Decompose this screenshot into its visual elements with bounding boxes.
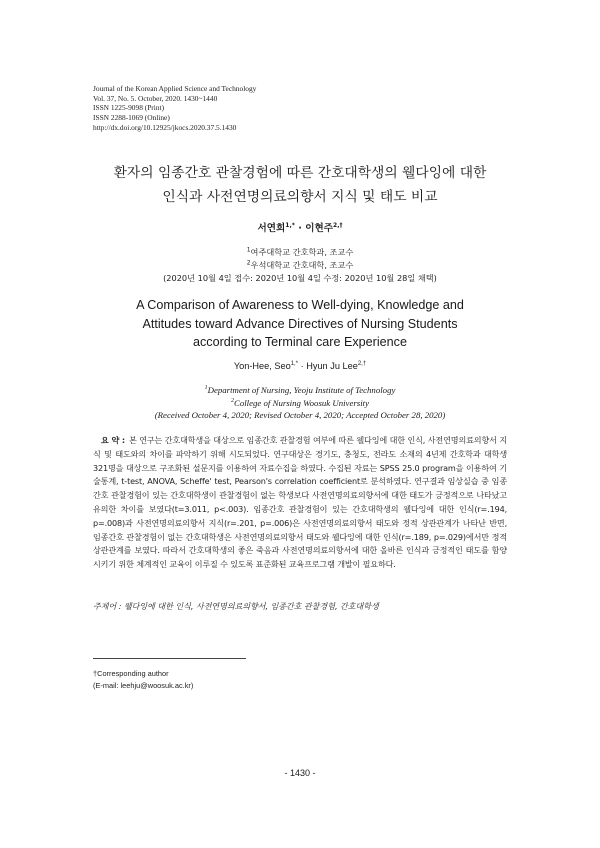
english-author-1-mark: 1,* xyxy=(290,360,299,367)
page-number: - 1430 - xyxy=(284,768,316,778)
keywords: 주제어 : 웰다잉에 대한 인식, 사전연명의료의향서, 임종간호 관찰경험, 간호대학생 xyxy=(93,602,379,611)
english-affiliation-2 xyxy=(0,397,600,410)
english-authors xyxy=(0,361,600,371)
korean-affiliation-2 xyxy=(0,259,600,272)
journal-header xyxy=(93,84,256,133)
korean-authors xyxy=(0,220,600,234)
corresponding-email: (E-mail: leehju@woosuk.ac.kr) xyxy=(93,680,194,690)
corresponding-author: †Corresponding author xyxy=(93,669,169,678)
journal-name: Journal of the Korean Applied Science and Technology xyxy=(93,84,257,93)
english-aff1-mark: 1 xyxy=(204,385,208,392)
english-aff1-text: Department of Nursing, Yeoju Institute of Technology xyxy=(207,385,396,395)
english-title xyxy=(0,296,600,352)
english-title-line-1: A Comparison of Awareness to Well-dying, Knowledge and xyxy=(136,298,464,312)
english-title-line-2: Attitudes toward Advance Directives of Nursing Students xyxy=(142,316,458,331)
english-dates: (Received October 4, 2020; Revised October 4, 2020; Accepted October 28, 2020) xyxy=(154,410,446,420)
journal-issn-online: ISSN 2288-1069 (Online) xyxy=(93,113,170,123)
footnote xyxy=(93,668,193,691)
english-author-1: Yon-Hee, Seo xyxy=(233,361,291,371)
english-author-separator: · xyxy=(298,361,307,371)
english-title-line-3: according to Terminal care Experience xyxy=(193,335,407,349)
korean-affiliations xyxy=(0,246,600,285)
english-aff2-text: College of Nursing Woosuk University xyxy=(233,397,370,408)
english-author-2-mark: 2,† xyxy=(357,360,367,367)
author-separator: · xyxy=(294,223,306,234)
korean-title-line-1: 환자의 임종간호 관찰경험에 따른 간호대학생의 웰다잉에 대한 xyxy=(113,165,487,181)
journal-issn-print: ISSN 1225-9098 (Print) xyxy=(93,103,165,113)
korean-author-1: 서연희 xyxy=(257,223,286,234)
korean-author-2-mark: 2,† xyxy=(333,221,343,229)
english-affiliations xyxy=(0,384,600,422)
korean-aff2-text: 우석대학교 간호대학, 조교수 xyxy=(250,260,354,270)
english-aff2-mark: 2 xyxy=(230,397,234,404)
english-affiliation-1 xyxy=(0,384,600,397)
korean-aff1-mark: 1 xyxy=(246,246,251,254)
korean-dates: (2020년 10월 4일 접수: 2020년 10월 4일 수정: 2020년 10월 28일 채택) xyxy=(163,273,437,283)
english-author-2: Hyun Ju Lee xyxy=(306,361,358,371)
journal-doi[interactable]: http://dx.doi.org/10.12925/jkocs.2020.37.5.1430 xyxy=(93,122,237,132)
korean-aff2-mark: 2 xyxy=(246,259,251,267)
korean-title-line-2: 인식과 사전연명의료의향서 지식 및 태도 비교 xyxy=(162,189,438,205)
korean-affiliation-1 xyxy=(0,246,600,259)
abstract-label: 요 약 : xyxy=(101,435,125,445)
footnote-divider xyxy=(93,658,246,659)
journal-volume: Vol. 37, No. 5. October, 2020. 1430~1440 xyxy=(93,93,218,103)
korean-author-2: 이현주 xyxy=(305,223,334,234)
korean-title xyxy=(0,161,600,209)
abstract-text: 본 연구는 간호대학생을 대상으로 임종간호 관찰경험 여부에 따른 웰다잉에 대한 인식, 사전연명의료의향서 지식 및 태도와의 차이를 파악하기 위해 시도되었다. 연구대상은 경기도, 충청도, 전라도 소재의 4년제 간호학과 대학생 321명을 대상으로 구조화된 설문지를 이용하여 자료수집을 하였다. 수집된 자료는 SPSS 25.0 program을 이용하여 기술통계, t-test, ANOVA, Scheffe' test, Pearson's correlation coefficient로 분석하였다. 연구결과 임상실습 중 임종간호 관찰경험이 있는 간호대학생이 관찰경험이 없는 학생보다 사전연명의료의향서에 대한 태도가 긍정적으로 나타났고 유의한 차이를 보였다(t=3.011, p<.003). 임종간호 관찰경험이 있는 간호대학생의 웰다잉에 대한 인식(r=.194, p=.008)과 사전연명의료의향서 지식(r=.201, p=.006)은 사전연명의료의향서 태도와 정적 상관관계가 나타난 반면, 임종간호 관찰경험이 없는 간호대학생은 사전연명의료의향서 태도와 웰다잉에 대한 인식(r=.189, p=.029)에서만 정적 상관관계를 보였다. 따라서 간호대학생의 좋은 죽음과 사전연명의료의향서에 대한 올바른 인식과 긍정적인 태도를 함양시키기 위한 체계적인 교육이 이루질 수 있도록 표준화된 교육프로그램 개발이 필요하다. xyxy=(93,435,507,570)
abstract xyxy=(93,434,507,572)
korean-author-1-mark: 1,* xyxy=(285,221,295,229)
korean-aff1-text: 여주대학교 간호학과, 조교수 xyxy=(250,247,354,257)
